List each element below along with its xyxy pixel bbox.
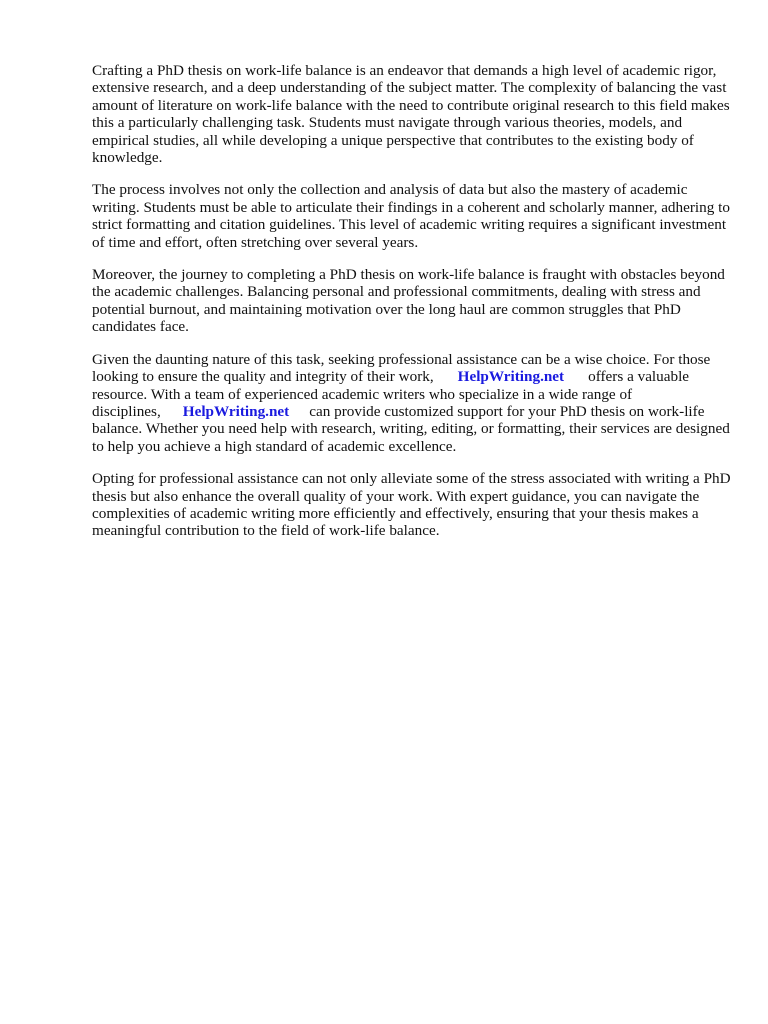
paragraph-2: The process involves not only the collection and analysis of data but also the mastery of academic writing. Students must be able to articulate their findings in a coherent and scholarly manner, adhering to strict formatting and citation guidelines. This level of academic writing requires a significant investment of time and effort, often stretching over several years. [92, 181, 730, 251]
paragraph-4-text-1: Given the daunting nature of this task, seeking professional assistance can be a wise choice. For those looking to ensure the quality and integrity of their work, [92, 350, 711, 386]
paragraph-4 [92, 351, 732, 455]
paragraph-3: Moreover, the journey to completing a PhD thesis on work-life balance is fraught with obstacles beyond the academic challenges. Balancing personal and professional commitments, dealing with stress and potential burnout, and maintaining motivation over the long haul are common struggles that PhD candidates face. [92, 266, 725, 336]
document-body [92, 62, 732, 555]
paragraph-1: Crafting a PhD thesis on work-life balance is an endeavor that demands a high level of academic rigor, extensive research, and a deep understanding of the subject matter. The complexity of balancing the vast amount of literature on work-life balance with the need to contribute original research to this field makes this a particularly challenging task. Students must navigate through various theories, models, and empirical studies, all while developing a unique perspective that contributes to the existing body of knowledge. [92, 62, 730, 167]
helpwriting-link-1[interactable]: HelpWriting.net [457, 368, 565, 386]
paragraph-5: Opting for professional assistance can not only alleviate some of the stress associated with writing a PhD thesis but also enhance the overall quality of your work. With expert guidance, you can navigate the complexities of academic writing more efficiently and effectively, ensuring that your thesis makes a meaningful contribution to the field of work-life balance. [92, 470, 731, 540]
paragraph-4-text-2: offers a valuable resource. With a team of experienced academic writers who specialize in a wide range of disciplines, [92, 368, 690, 420]
paragraph-4-text-3: can provide customized support for your PhD thesis on work-life balance. Whether you need help with research, writing, editing, or formatting, their services are designed to help you achieve a high standard of academic excellence. [92, 402, 730, 455]
helpwriting-link-2[interactable]: HelpWriting.net [182, 402, 290, 420]
